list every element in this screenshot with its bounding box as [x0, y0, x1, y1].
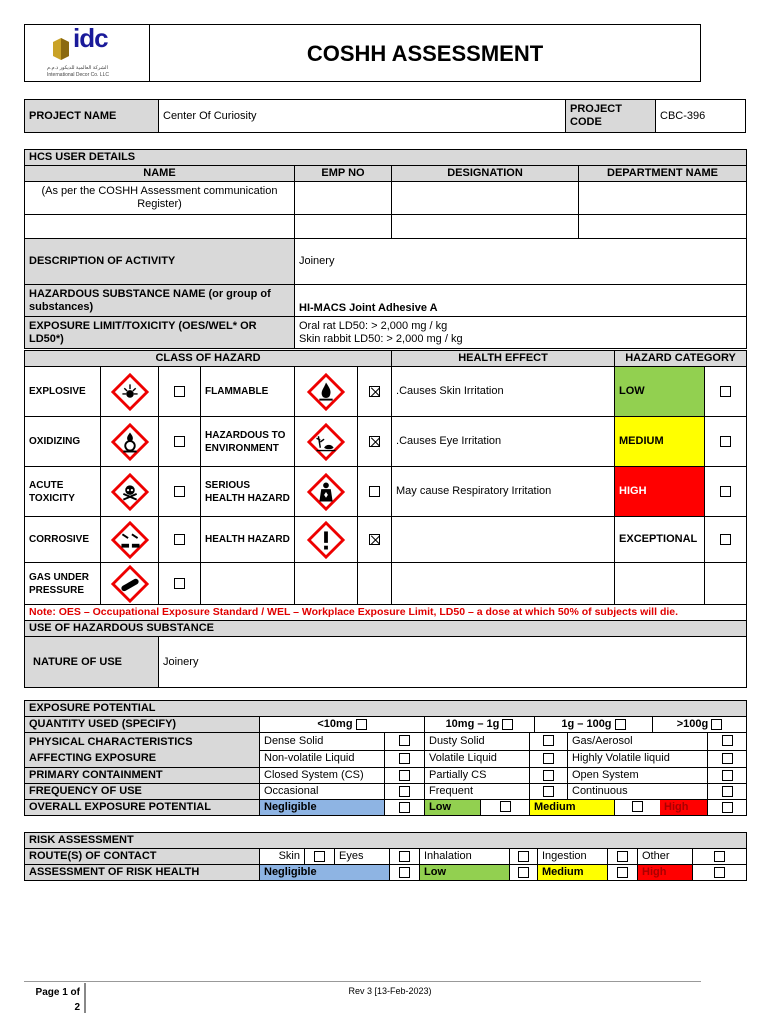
category-low-checkbox[interactable] — [705, 367, 747, 417]
nonvolatile-checkbox[interactable] — [385, 750, 425, 768]
occasional-checkbox[interactable] — [385, 784, 425, 800]
page-title: COSHH ASSESSMENT — [150, 25, 701, 82]
hcs-name-cell-2[interactable] — [25, 215, 295, 239]
quantity-option-4[interactable]: >100g — [653, 717, 746, 732]
route-skin-checkbox[interactable] — [305, 849, 335, 865]
logo-cell — [25, 25, 150, 82]
hcs-col-department: DEPARTMENT NAME — [579, 166, 747, 182]
project-name-value: Center Of Curiosity — [159, 100, 566, 133]
overall-high-checkbox[interactable] — [708, 800, 747, 816]
containment-label: PRIMARY CONTAINMENT — [25, 768, 260, 784]
hcs-designation-cell-2[interactable] — [392, 215, 579, 239]
use-section-title: USE OF HAZARDOUS SUBSTANCE — [25, 621, 747, 637]
risk-negligible: Negligible — [260, 865, 390, 881]
activity-value: Joinery — [295, 239, 747, 285]
continuous-checkbox[interactable] — [708, 784, 747, 800]
risk-high: High — [638, 865, 693, 881]
frequency-continuous: Continuous — [568, 784, 708, 800]
overall-medium-checkbox[interactable] — [614, 800, 660, 815]
hcs-designation-cell[interactable] — [392, 182, 579, 215]
physical-nonvolatile: Non-volatile Liquid — [260, 750, 385, 768]
exposure-section-title: EXPOSURE POTENTIAL — [25, 701, 747, 717]
physical-gas-aerosol: Gas/Aerosol — [568, 733, 708, 751]
footer-page-number: Page 1 of 2 — [35, 987, 80, 1013]
route-skin: Skin — [260, 849, 305, 865]
containment-closed: Closed System (CS) — [260, 768, 385, 784]
project-code-value: CBC-396 — [656, 100, 746, 133]
logo-subtitle: International Decor Co. LLC — [47, 72, 109, 78]
health-effect-2: .Causes Eye Irritation — [392, 417, 615, 467]
nature-of-use-label: NATURE OF USE — [25, 637, 159, 688]
routes-label: ROUTE(S) OF CONTACT — [25, 849, 260, 865]
idc-logo-icon — [51, 36, 71, 62]
risk-health-label: ASSESSMENT OF RISK HEALTH — [25, 865, 260, 881]
exposure-table — [24, 700, 747, 816]
overall-low: Low — [425, 800, 480, 815]
health-effect-header: HEALTH EFFECT — [392, 351, 615, 367]
physical-volatile: Volatile Liquid — [425, 750, 530, 768]
gas-cylinder-icon — [101, 563, 159, 605]
quantity-option-2[interactable]: 10mg – 1g — [425, 717, 535, 732]
exposure-limit-line1: Oral rat LD50: > 2,000 mg / kg — [299, 319, 448, 332]
hazard-label-acute-toxicity: ACUTE TOXICITY — [25, 467, 101, 517]
category-medium: MEDIUM — [615, 417, 705, 467]
quantity-option-1[interactable]: <10mg — [260, 717, 425, 732]
hcs-table — [24, 149, 747, 349]
project-table — [24, 99, 746, 133]
category-high: HIGH — [615, 467, 705, 517]
risk-medium: Medium — [538, 865, 608, 881]
hcs-section-title: HCS USER DETAILS — [25, 150, 747, 166]
risk-low: Low — [420, 865, 510, 881]
route-inhalation-checkbox[interactable] — [510, 849, 538, 865]
overall-medium: Medium — [530, 800, 614, 815]
quantity-label: QUANTITY USED (SPECIFY) — [25, 717, 260, 733]
substance-value: HI-MACS Joint Adhesive A — [295, 285, 747, 317]
hcs-department-cell[interactable] — [579, 182, 747, 215]
hazard-row — [25, 367, 747, 417]
project-name-label: PROJECT NAME — [25, 100, 159, 133]
flammable-checkbox[interactable] — [358, 367, 392, 417]
exclamation-icon — [295, 517, 358, 563]
abbreviation-note: Note: OES – Occupational Exposure Standard / WEL – Workplace Exposure Limit, LD50 – a dose at which 50% of subjects will die. — [25, 605, 747, 621]
hcs-emp-cell[interactable] — [295, 182, 392, 215]
exposure-limit-value — [295, 317, 747, 349]
risk-high-checkbox[interactable] — [693, 865, 747, 881]
hazard-label-flammable: FLAMMABLE — [201, 367, 295, 417]
hazard-category-header: HAZARD CATEGORY — [615, 351, 747, 367]
frequent-checkbox[interactable] — [530, 784, 568, 800]
hcs-emp-cell-2[interactable] — [295, 215, 392, 239]
category-low: LOW — [615, 367, 705, 417]
category-exceptional: EXCEPTIONAL — [615, 517, 705, 563]
gas-aerosol-checkbox[interactable] — [708, 733, 747, 751]
containment-partial: Partially CS — [425, 768, 530, 784]
open-system-checkbox[interactable] — [708, 768, 747, 784]
category-high-checkbox[interactable] — [705, 467, 747, 517]
flammable-icon — [295, 367, 358, 417]
risk-low-checkbox[interactable] — [510, 865, 538, 881]
hcs-name-note: (As per the COSHH Assessment communication Register) — [25, 182, 295, 215]
health-effect-3: May cause Respiratory Irritation — [392, 467, 615, 517]
route-inhalation: Inhalation — [420, 849, 510, 865]
overall-high: High — [660, 800, 707, 815]
hazard-label-serious-health: SERIOUS HEALTH HAZARD — [201, 467, 295, 517]
hazard-row — [25, 563, 747, 605]
footer-revision: Rev 3 [13-Feb-2023) — [348, 986, 432, 996]
explosive-icon — [101, 367, 159, 417]
highly-volatile-checkbox[interactable] — [708, 750, 747, 768]
hcs-col-name: NAME — [25, 166, 295, 182]
health-hazard-checkbox[interactable] — [358, 517, 392, 563]
route-ingestion: Ingestion — [538, 849, 608, 865]
skull-icon — [101, 467, 159, 517]
partial-cs-checkbox[interactable] — [530, 768, 568, 784]
health-effect-1: .Causes Skin Irritation — [392, 367, 615, 417]
hcs-col-emp: EMP NO — [295, 166, 392, 182]
health-hazard-icon — [295, 467, 358, 517]
risk-negligible-checkbox[interactable] — [390, 865, 420, 881]
health-effect-4 — [392, 517, 615, 563]
physical-label: PHYSICAL CHARACTERISTICS AFFECTING EXPOSURE — [25, 733, 260, 768]
corrosive-icon — [101, 517, 159, 563]
quantity-option-3[interactable]: 1g – 100g — [535, 717, 653, 732]
hazard-label-environment: HAZARDOUS TO ENVIRONMENT — [201, 417, 295, 467]
hazard-label-corrosive: CORROSIVE — [25, 517, 101, 563]
hcs-department-cell-2[interactable] — [579, 215, 747, 239]
header-table — [24, 24, 701, 82]
overall-negligible-checkbox[interactable] — [385, 800, 425, 816]
class-of-hazard-header: CLASS OF HAZARD — [25, 351, 392, 367]
risk-medium-checkbox[interactable] — [608, 865, 638, 881]
footer-separator — [84, 983, 86, 1013]
oxidizing-checkbox[interactable] — [159, 417, 201, 467]
overall-exposure-label: OVERALL EXPOSURE POTENTIAL — [25, 800, 260, 816]
dense-solid-checkbox[interactable] — [385, 733, 425, 751]
route-other-checkbox[interactable] — [693, 849, 747, 865]
category-medium-checkbox[interactable] — [705, 417, 747, 467]
frequency-label: FREQUENCY OF USE — [25, 784, 260, 800]
risk-table — [24, 832, 747, 881]
logo-text: idc — [73, 24, 108, 53]
hazard-label-gas-pressure: GAS UNDER PRESSURE — [25, 563, 101, 605]
activity-label: DESCRIPTION OF ACTIVITY — [25, 239, 295, 285]
nature-of-use-value: Joinery — [159, 637, 747, 688]
hazard-row — [25, 517, 747, 563]
volatile-checkbox[interactable] — [530, 750, 568, 768]
hazard-label-oxidizing: OXIDIZING — [25, 417, 101, 467]
physical-dense-solid: Dense Solid — [260, 733, 385, 751]
hazard-label-explosive: EXPLOSIVE — [25, 367, 101, 417]
environment-icon — [295, 417, 358, 467]
route-ingestion-checkbox[interactable] — [608, 849, 638, 865]
containment-open: Open System — [568, 768, 708, 784]
physical-dusty-solid: Dusty Solid — [425, 733, 530, 751]
route-eyes-checkbox[interactable] — [390, 849, 420, 865]
exposure-limit-line2: Skin rabbit LD50: > 2,000 mg / kg — [299, 332, 463, 345]
project-code-label: PROJECT CODE — [566, 100, 656, 133]
frequency-occasional: Occasional — [260, 784, 385, 800]
substance-label: HAZARDOUS SUBSTANCE NAME (or group of substances) — [25, 285, 295, 317]
exposure-limit-label: EXPOSURE LIMIT/TOXICITY (OES/WEL* OR LD50*) — [25, 317, 295, 349]
overall-negligible: Negligible — [260, 800, 385, 816]
frequency-frequent: Frequent — [425, 784, 530, 800]
hazard-table — [24, 350, 747, 688]
overall-low-checkbox[interactable] — [480, 800, 529, 815]
environment-checkbox[interactable] — [358, 417, 392, 467]
hcs-col-designation: DESIGNATION — [392, 166, 579, 182]
gas-pressure-checkbox[interactable] — [159, 563, 201, 605]
corrosive-checkbox[interactable] — [159, 517, 201, 563]
acute-toxicity-checkbox[interactable] — [159, 467, 201, 517]
risk-section-title: RISK ASSESSMENT — [25, 833, 747, 849]
explosive-checkbox[interactable] — [159, 367, 201, 417]
oxidizing-icon — [101, 417, 159, 467]
serious-health-checkbox[interactable] — [358, 467, 392, 517]
category-exceptional-checkbox[interactable] — [705, 517, 747, 563]
physical-highly-volatile: Highly Volatile liquid — [568, 750, 708, 768]
hazard-label-health-hazard: HEALTH HAZARD — [201, 517, 295, 563]
route-eyes: Eyes — [335, 849, 390, 865]
dusty-solid-checkbox[interactable] — [530, 733, 568, 751]
closed-system-checkbox[interactable] — [385, 768, 425, 784]
route-other: Other — [638, 849, 693, 865]
logo-arabic: الشركة العالمية للديكور ذ.م.م — [47, 65, 108, 71]
hazard-row — [25, 467, 747, 517]
footer-divider — [24, 981, 701, 982]
hazard-row — [25, 417, 747, 467]
